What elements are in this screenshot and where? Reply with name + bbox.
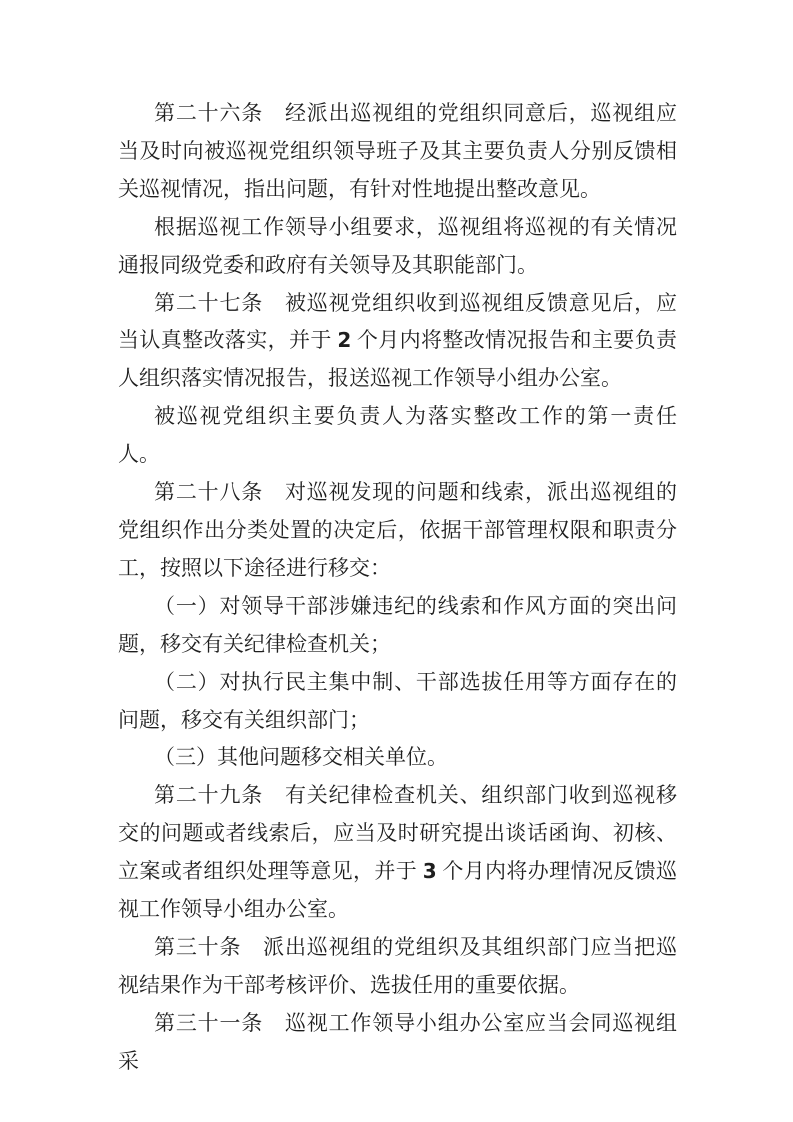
document-body <box>118 95 677 1081</box>
numeral: 3 <box>422 859 437 884</box>
document-paragraph-8: （三）其他问题移交相关单位。 <box>154 745 448 770</box>
document-paragraph-7: （二）对执行民主集中制、干部选拔任用等方面存在的问题，移交有关组织部门； <box>118 669 677 732</box>
document-paragraph-5: 第二十八条 对巡视发现的问题和线索，派出巡视组的党组织作出分类处置的决定后，依据干部管理权限和职责分工，按照以下途径进行移交： <box>118 480 677 580</box>
document-paragraph-9: 第二十九条 有关纪律检查机关、组织部门收到巡视移交的问题或者线索后，应当及时研究提出谈话函询、初核、立案或者组织处理等意见，并于 3 个月内将办理情况反馈巡视工作领导小组办公室。 <box>118 783 678 922</box>
document-paragraph-2: 根据巡视工作领导小组要求，巡视组将巡视的有关情况通报同级党委和政府有关领导及其职能部门。 <box>118 214 677 277</box>
document-paragraph-10: 第三十条 派出巡视组的党组织及其组织部门应当把巡视结果作为干部考核评价、选拔任用的重要依据。 <box>118 934 677 997</box>
document-paragraph-11: 第三十一条 巡视工作领导小组办公室应当会同巡视组采 <box>118 1010 677 1073</box>
numeral: 2 <box>337 328 352 353</box>
document-paragraph-1: 第二十六条 经派出巡视组的党组织同意后，巡视组应当及时向被巡视党组织领导班子及其主要负责人分别反馈相关巡视情况，指出问题，有针对性地提出整改意见。 <box>118 101 677 201</box>
document-paragraph-4: 被巡视党组织主要负责人为落实整改工作的第一责任人。 <box>118 404 677 467</box>
document-paragraph-6: （一）对领导干部涉嫌违纪的线索和作风方面的突出问题，移交有关纪律检查机关； <box>118 593 677 656</box>
document-paragraph-3: 第二十七条 被巡视党组织收到巡视组反馈意见后，应当认真整改落实，并于 2 个月内将整改情况报告和主要负责人组织落实情况报告，报送巡视工作领导小组办公室。 <box>118 290 678 391</box>
